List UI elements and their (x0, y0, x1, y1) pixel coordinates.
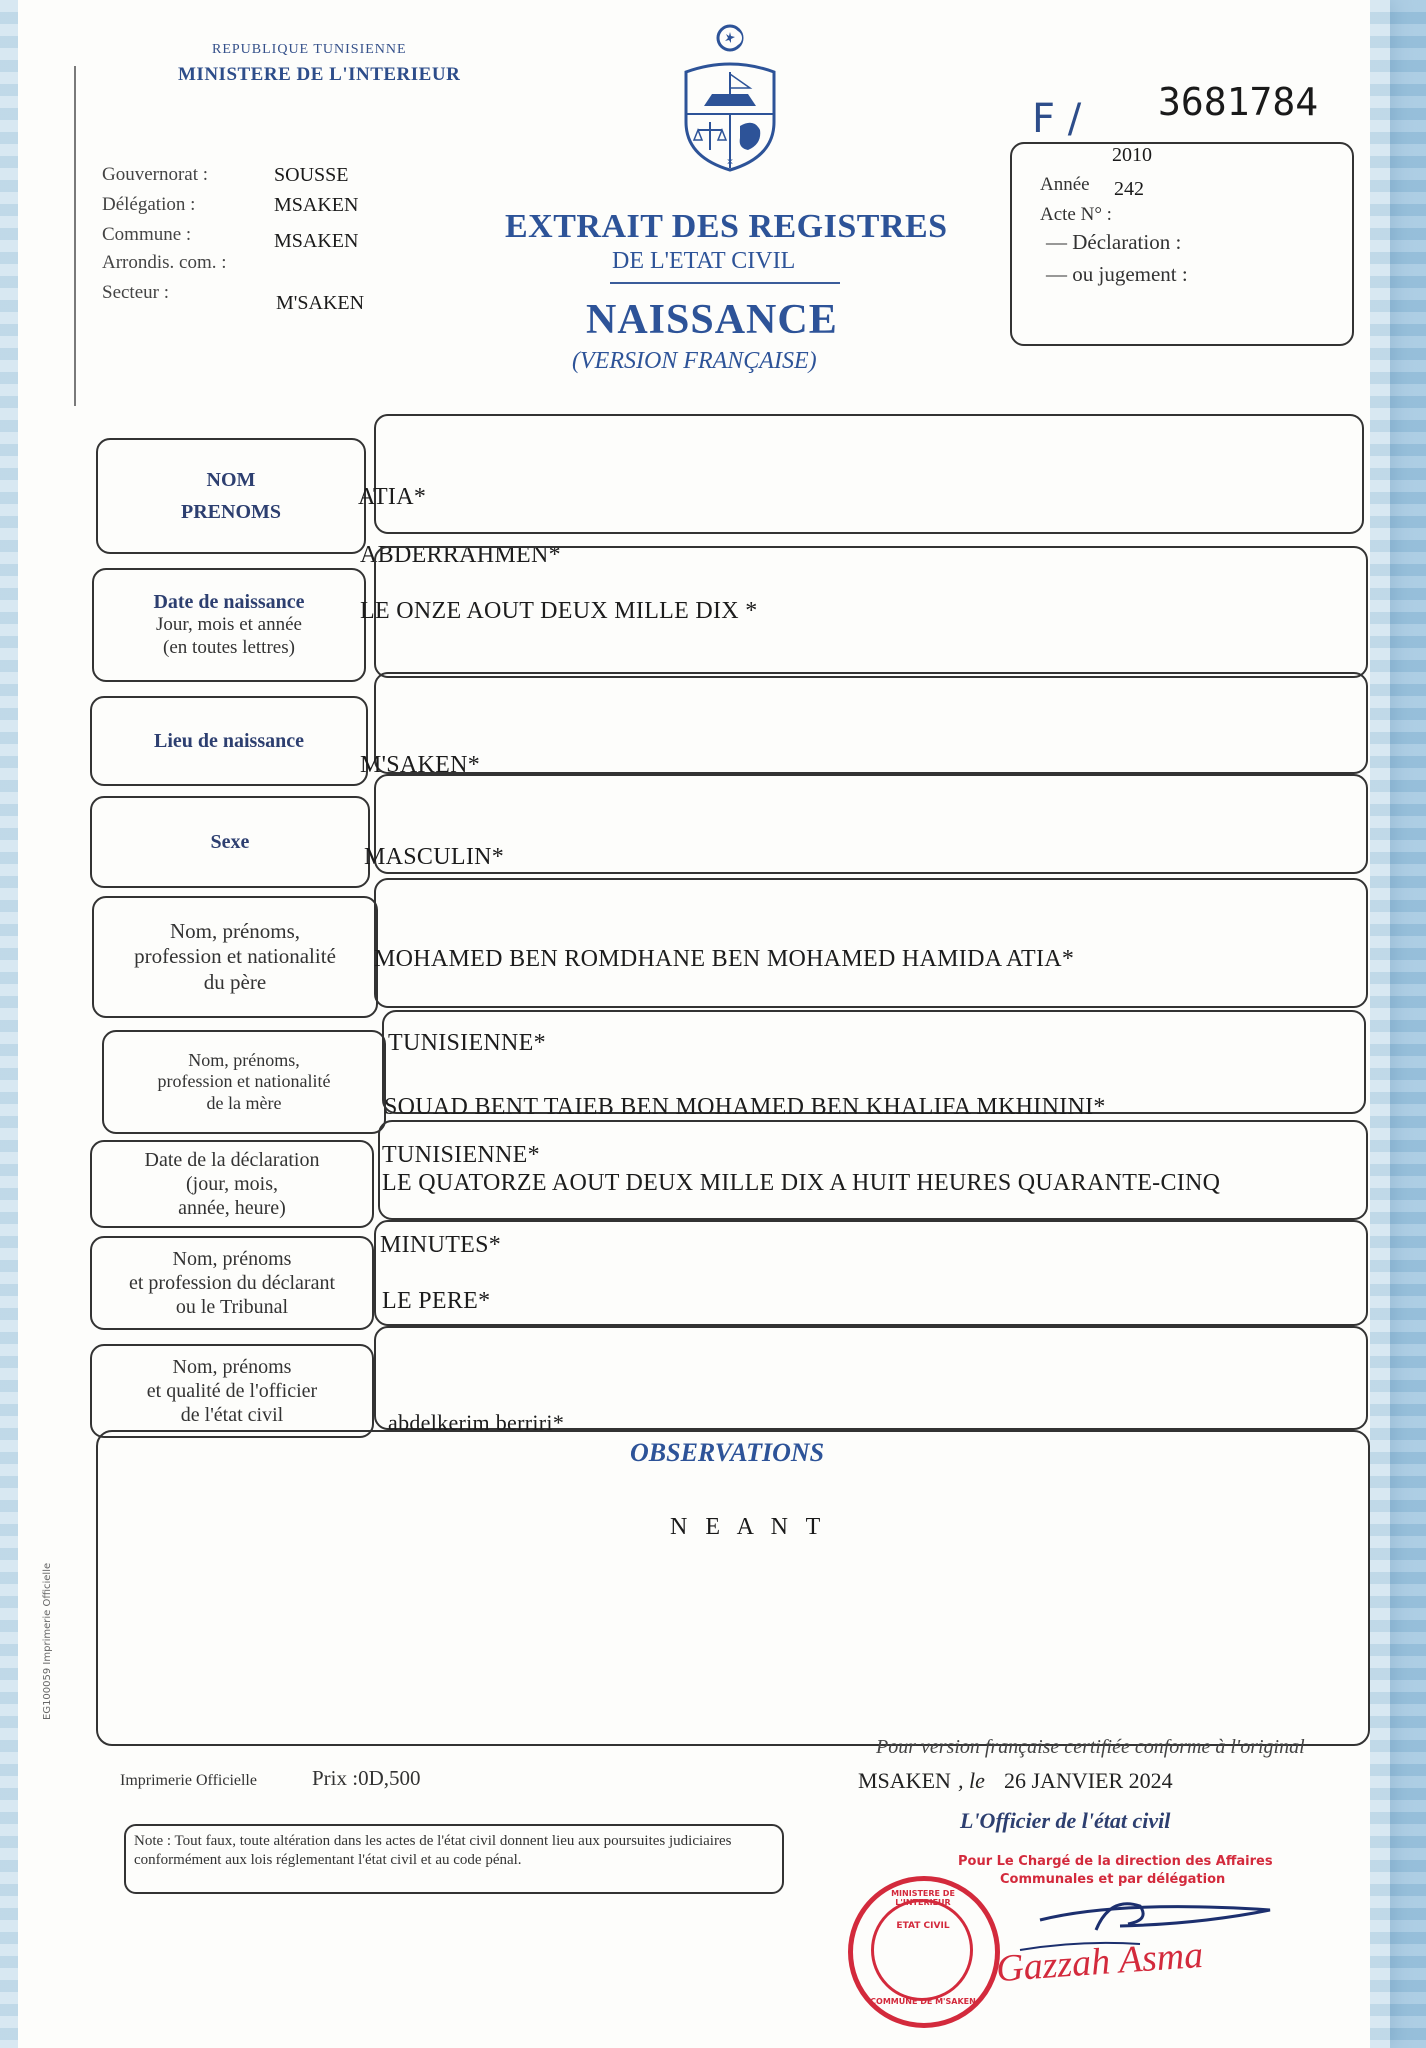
declaration-label: — Déclaration : (1046, 230, 1182, 254)
mere-nationalite: TUNISIENNE* (382, 1142, 540, 1168)
charge-text-2: Communales et par délégation (1000, 1872, 1226, 1887)
declarant-value: LE PERE* (382, 1288, 491, 1314)
secteur-value: M'SAKEN (276, 292, 365, 314)
officier-label3: de l'état civil (180, 1404, 284, 1426)
mere-label2: profession et nationalité (157, 1071, 331, 1092)
secteur-label: Secteur : (102, 282, 170, 303)
commune-label: Commune : (102, 224, 192, 245)
stamp-outer-text: MINISTERE DE L'INTERIEUR (891, 1889, 955, 1907)
date-naissance-sub2: (en toutes lettres) (163, 637, 295, 658)
imprimerie-label: Imprimerie Officielle (120, 1772, 257, 1789)
doc-title-naissance: NAISSANCE (586, 297, 838, 343)
doc-title-version: (VERSION FRANÇAISE) (572, 348, 817, 374)
nom-label: NOM (206, 469, 256, 491)
jugement-label: — ou jugement : (1046, 262, 1188, 286)
pere-label-box (92, 896, 378, 1018)
sexe-value-box (374, 774, 1368, 874)
stamp-bottom-text: COMMUNE DE M'SAKEN (870, 1997, 976, 2006)
svg-text:ⵣ: ⵣ (727, 158, 733, 166)
lieu-label: Lieu de naissance (153, 730, 305, 752)
pere-label3: du père (203, 969, 267, 994)
left-vertical-rule (74, 66, 76, 406)
declaration-date-label-box (90, 1140, 374, 1228)
annee-label: Année (1040, 174, 1090, 195)
nom-value: ATIA* (358, 484, 427, 510)
date-naissance-label: Date de naissance (153, 591, 305, 614)
annee-value: 2010 (1112, 144, 1152, 166)
date-naissance-sub1: Jour, mois et année (156, 614, 302, 636)
observations-title: OBSERVATIONS (630, 1438, 825, 1467)
left-decorative-edge (0, 0, 18, 2048)
declarant-label-box (90, 1236, 374, 1330)
nom-prenoms-value-box (374, 414, 1364, 534)
lieu-label-box (90, 696, 368, 786)
coat-of-arms-icon (668, 22, 792, 172)
officier-label2: et qualité de l'officier (146, 1380, 318, 1402)
pere-label1: Nom, prénoms, (169, 919, 301, 944)
legal-note-text: Note : Tout faux, toute altération dans les actes de l'état civil donnent lieu aux poursuites judiciaires conformément aux lois réglementant l'état civil et au code pénal. (134, 1833, 732, 1868)
footer-le: , le (958, 1768, 985, 1793)
republic-label: REPUBLIQUE TUNISIENNE (212, 42, 407, 57)
date-naissance-value: LE ONZE AOUT DEUX MILLE DIX * (360, 598, 758, 624)
doc-title-line2: DE L'ETAT CIVIL (612, 248, 796, 274)
side-print-code: EG100059 Imprimerie Officielle (42, 1562, 53, 1720)
date-naissance-label-box (92, 568, 366, 682)
delegation-label: Délégation : (102, 194, 196, 215)
mere-label-box (102, 1030, 386, 1134)
lieu-value-box (374, 672, 1368, 774)
signature-name: Gazzah Asma (994, 1933, 1205, 1991)
ministry-label: MINISTERE DE L'INTERIEUR (178, 64, 461, 85)
pere-nationalite: TUNISIENNE* (388, 1030, 546, 1056)
official-stamp-icon (848, 1876, 1000, 2028)
sexe-label: Sexe (210, 831, 250, 853)
declarant-value-box (374, 1220, 1368, 1326)
officier-label-box (90, 1344, 374, 1438)
form-prefix: F / (1032, 96, 1082, 142)
mere-value: SOUAD BENT TAIEB BEN MOHAMED BEN KHALIFA MKHININI* (384, 1094, 1106, 1120)
delegation-value: MSAKEN (274, 194, 359, 216)
acte-value: 242 (1114, 178, 1144, 200)
footer-date: 26 JANVIER 2024 (1004, 1768, 1173, 1793)
commune-value: MSAKEN (274, 230, 359, 252)
declaration-date-value-cont: MINUTES* (380, 1232, 502, 1258)
arrondissement-label: Arrondis. com. : (102, 252, 227, 273)
footer-lieu: MSAKEN (858, 1768, 951, 1793)
pere-value-box (374, 878, 1368, 1008)
title-underline (610, 282, 840, 284)
prenoms-label: PRENOMS (181, 501, 281, 523)
certifie-text: Pour version française certifiée conforme à l'original (876, 1736, 1305, 1758)
gouvernorat-value: SOUSSE (274, 164, 349, 186)
declarant-label2: et profession du déclarant (128, 1272, 336, 1294)
declaration-date-label1: Date de la déclaration (144, 1149, 320, 1171)
observations-value: N E A N T (670, 1514, 827, 1540)
declarant-label3: ou le Tribunal (175, 1296, 289, 1318)
pere-value: MOHAMED BEN ROMDHANE BEN MOHAMED HAMIDA ATIA* (374, 946, 1075, 972)
charge-text-1: Pour Le Chargé de la direction des Affaires (958, 1854, 1273, 1869)
sexe-value: MASCULIN* (364, 844, 505, 870)
pere-label2: profession et nationalité (134, 944, 336, 969)
officier-label1: Nom, prénoms (172, 1356, 292, 1378)
mere-label3: de la mère (206, 1092, 282, 1113)
form-number: 3681784 (1158, 80, 1319, 124)
right-decorative-edge (1370, 0, 1426, 2048)
stamp-inner-ring (871, 1899, 973, 2001)
nom-prenoms-label-box (96, 438, 366, 554)
declaration-date-label3: année, heure) (178, 1197, 286, 1219)
declarant-label1: Nom, prénoms (172, 1248, 292, 1270)
declaration-date-value: LE QUATORZE AOUT DEUX MILLE DIX A HUIT HEURES QUARANTE-CINQ (382, 1170, 1221, 1196)
observations-box (96, 1430, 1370, 1746)
acte-label: Acte N° : (1040, 204, 1112, 225)
officier-value: abdelkerim berriri* (388, 1410, 565, 1435)
doc-title-line1: EXTRAIT DES REGISTRES (505, 208, 948, 245)
prenoms-value: ABDERRAHMEN* (360, 542, 561, 568)
officier-signature-title: L'Officier de l'état civil (960, 1808, 1171, 1833)
sexe-label-box (90, 796, 370, 888)
stamp-inner-text: ETAT CIVIL (896, 1921, 950, 1931)
mere-label1: Nom, prénoms, (188, 1049, 300, 1070)
prix-label: Prix :0D,500 (312, 1766, 421, 1790)
gouvernorat-label: Gouvernorat : (102, 164, 209, 185)
declaration-date-label2: (jour, mois, (186, 1173, 278, 1195)
lieu-value: M'SAKEN* (360, 752, 481, 778)
